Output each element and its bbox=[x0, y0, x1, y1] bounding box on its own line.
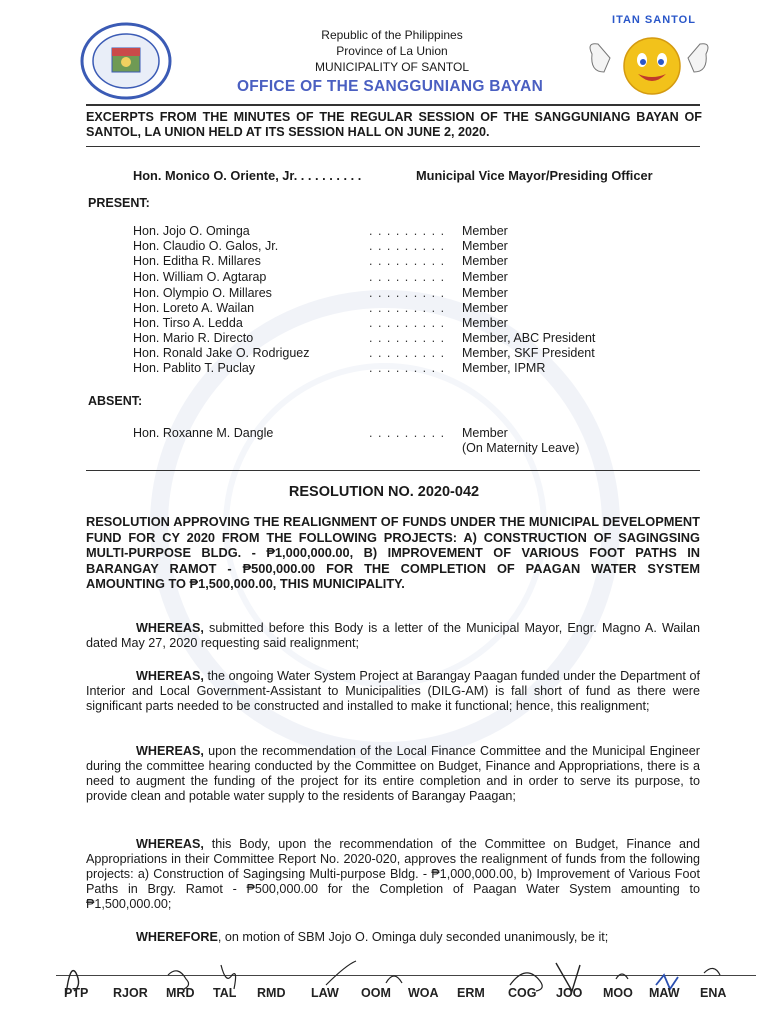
resolution-title: RESOLUTION NO. 2020-042 bbox=[288, 484, 480, 500]
excerpt-heading: EXCERPTS FROM THE MINUTES OF THE REGULAR SESSION OF THE SANGGUNIANG BAYAN OF SANTOL, LA UNION HELD AT ITS SESSION HALL ON JUNE 2, 2020. bbox=[86, 110, 702, 139]
header-divider bbox=[86, 104, 700, 106]
office-title: OFFICE OF THE SANGGUNIANG BAYAN bbox=[236, 78, 544, 95]
initial: JOO bbox=[556, 986, 583, 1000]
initial: ENA bbox=[700, 986, 727, 1000]
attendee-row: Hon. Loreto A. Wailan . . . . . . . . . Member bbox=[133, 301, 508, 315]
absent-row: Hon. Roxanne M. Dangle . . . . . . . . . Member bbox=[133, 426, 508, 440]
presiding-role: Municipal Vice Mayor/Presiding Officer bbox=[416, 168, 653, 183]
itan-santol-logo bbox=[574, 14, 724, 98]
absent-label: ABSENT: bbox=[88, 394, 143, 408]
initial: PTP bbox=[64, 986, 89, 1000]
attendee-row: Hon. Ronald Jake O. Rodriguez . . . . . . . . . Member, SKF President bbox=[133, 346, 595, 360]
attendee-row: Hon. Jojo O. Ominga . . . . . . . . . Member bbox=[133, 224, 508, 238]
present-label: PRESENT: bbox=[88, 196, 150, 210]
attendee-row: Hon. Olympio O. Millares . . . . . . . . . Member bbox=[133, 286, 508, 300]
initial: WOA bbox=[408, 986, 439, 1000]
absent-note-row: (On Maternity Leave) bbox=[462, 441, 580, 455]
attendee-row: Hon. Mario R. Directo . . . . . . . . . Member, ABC President bbox=[133, 331, 596, 345]
wherefore-paragraph: WHEREFORE, on motion of SBM Jojo O. Ominga duly seconded unanimously, be it; bbox=[136, 930, 609, 944]
resolution-subject: RESOLUTION APPROVING THE REALIGNMENT OF FUNDS UNDER THE MUNICIPAL DEVELOPMENT FUND FOR CY 2020 FROM THE FOLLOWING PROJECTS: A) CONSTRUCTION OF SAGINGSING MULTI-PURPOSE BLDG. - ₱1,000,000.00, B) IMPROVEMENT OF VARIOUS FOOT PATHS IN BARANGAY RAMOT - ₱500,000.00 FOR THE COMPLETION OF PAAGAN WATER SYSTEM AMOUNTING TO ₱1,500,000.00, THIS MUNICIPALITY. bbox=[86, 514, 700, 591]
excerpt-divider bbox=[86, 146, 700, 147]
header-republic: Republic of the Philippines bbox=[321, 28, 463, 42]
presiding-name: Hon. Monico O. Oriente, Jr. . . . . . . . . . bbox=[133, 168, 362, 183]
initial: LAW bbox=[311, 986, 339, 1000]
initial: ERM bbox=[457, 986, 485, 1000]
resolution-divider bbox=[86, 470, 700, 471]
initial: RJOR bbox=[113, 986, 148, 1000]
initial: OOM bbox=[361, 986, 391, 1000]
initial: TAL bbox=[213, 986, 237, 1000]
attendee-row: Hon. Editha R. Millares . . . . . . . . . Member bbox=[133, 254, 508, 268]
whereas-paragraph: WHEREAS, the ongoing Water System Project at Barangay Paagan funded under the Department of Interior and Local Government-Assistant to Municipalities (DILG-AM) is fall short of fund as there were significant parts needed to be constructed and installed to make it functional; hence, this realignment; bbox=[86, 669, 700, 713]
seal-text-bottom bbox=[86, 60, 96, 61]
header-municipality: MUNICIPALITY OF SANTOL bbox=[314, 60, 470, 74]
municipal-seal bbox=[78, 22, 174, 100]
initial: MRD bbox=[166, 986, 195, 1000]
initial: MOO bbox=[603, 986, 633, 1000]
initial: COG bbox=[508, 986, 537, 1000]
logo-text: ITAN SANTOL bbox=[612, 14, 696, 26]
whereas-paragraph: WHEREAS, submitted before this Body is a letter of the Municipal Mayor, Engr. Magno A. Wailan dated May 27, 2020 requesting said realignment; bbox=[86, 621, 700, 650]
initial: RMD bbox=[257, 986, 286, 1000]
attendee-row: Hon. Tirso A. Ledda . . . . . . . . . Member bbox=[133, 316, 508, 330]
header-province: Province of La Union bbox=[336, 44, 448, 58]
initial: MAW bbox=[649, 986, 680, 1000]
attendee-row: Hon. Claudio O. Galos, Jr. . . . . . . . . . Member bbox=[133, 239, 508, 253]
attendee-row: Hon. William O. Agtarap . . . . . . . . . Member bbox=[133, 270, 508, 284]
whereas-paragraph: WHEREAS, upon the recommendation of the Local Finance Committee and the Municipal Engineer during the committee hearing conducted by the Committee on Budget, Finance and Appropriations, there is a need to augment the funding of the project for its entire completion and in order to serve its purpose, to provide clean and potable water supply to the residents of Barangay Paagan; bbox=[86, 744, 700, 803]
whereas-paragraph: WHEREAS, this Body, upon the recommendation of the Committee on Budget, Finance and Appropriations in their Committee Report No. 2020-020, approves the realignment of funds from the following projects: a) Construction of Sagingsing Multi-purpose Bldg. - ₱1,000,000.00, b) Improvement of Various Foot Paths in Brgy. Ramot - ₱500,000.00 for the Completion of Paagan Water System amounting to ₱1,500,000.00; bbox=[86, 837, 700, 911]
attendee-row: Hon. Pablito T. Puclay . . . . . . . . . Member, IPMR bbox=[133, 361, 546, 375]
